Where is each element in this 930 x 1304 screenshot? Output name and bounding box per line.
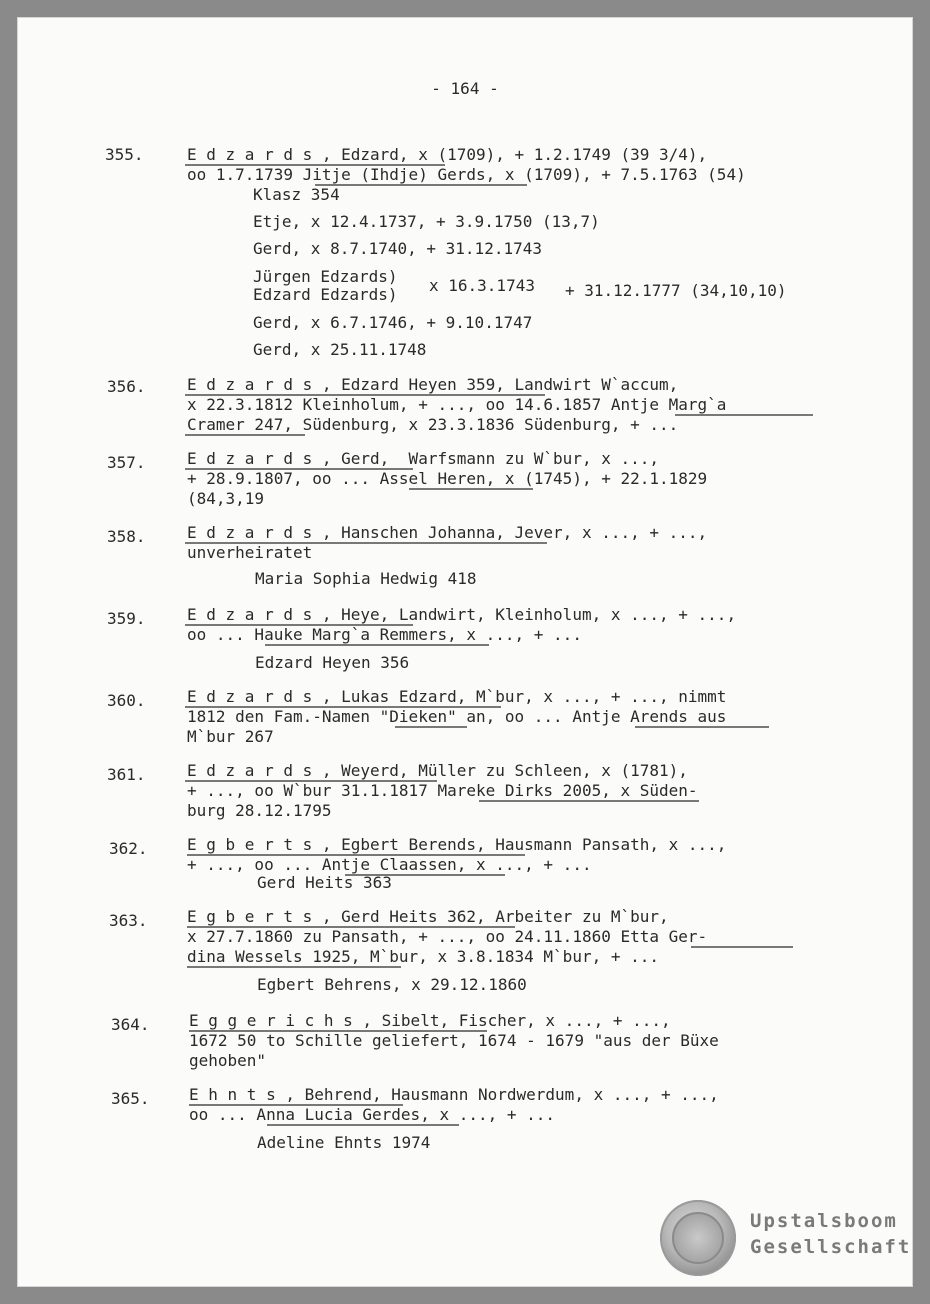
entry-number: 363. [109, 911, 148, 930]
logo-line-2: Gesellschaft [750, 1236, 912, 1258]
seal-icon [660, 1200, 736, 1276]
child-line: Klasz 354 [253, 185, 340, 204]
child-line: Jürgen Edzards) [253, 267, 398, 286]
logo-line-1: Upstalsboom [750, 1210, 898, 1232]
entry-line: unverheiratet [187, 543, 313, 562]
entry-line: E d z a r d s , Edzard, x (1709), + 1.2.1749 (39 3/4), [187, 145, 708, 164]
entry-line: oo ... Anna Lucia Gerdes, x ..., + ... [189, 1105, 556, 1124]
entry-line: x 27.7.1860 zu Pansath, + ..., oo 24.11.1860 Etta Ger- [187, 927, 708, 946]
entry-line: E d z a r d s , Edzard Heyen 359, Landwirt W`accum, [187, 375, 679, 394]
entry-line: oo 1.7.1739 Jitje (Ihdje) Gerds, x (1709), + 7.5.1763 (54) [187, 165, 746, 184]
entry-line: E d z a r d s , Heye, Landwirt, Kleinholum, x ..., + ..., [187, 605, 737, 624]
child-line: Gerd, x 25.11.1748 [253, 340, 427, 359]
child-line: Gerd, x 8.7.1740, + 31.12.1743 [253, 239, 542, 258]
entry-line: oo ... Hauke Marg`a Remmers, x ..., + ... [187, 625, 582, 644]
entry-line: E d z a r d s , Gerd, Warfsmann zu W`bur, x ..., [187, 449, 660, 468]
entry-line: E d z a r d s , Weyerd, Müller zu Schleen, x (1781), [187, 761, 688, 780]
entry-line: Cramer 247, Südenburg, x 23.3.1836 Südenburg, + ... [187, 415, 679, 434]
child-line: + 31.12.1777 (34,10,10) [565, 281, 787, 300]
document-page [17, 17, 913, 1287]
child-line: Maria Sophia Hedwig 418 [255, 569, 477, 588]
entry-line: E g g e r i c h s , Sibelt, Fischer, x ..., + ..., [189, 1011, 671, 1030]
entry-line: E g b e r t s , Egbert Berends, Hausmann Pansath, x ..., [187, 835, 727, 854]
entry-line: E d z a r d s , Hanschen Johanna, Jever, x ..., + ..., [187, 523, 708, 542]
entry-line: burg 28.12.1795 [187, 801, 332, 820]
entry-number: 360. [107, 691, 146, 710]
child-line: Edzard Heyen 356 [255, 653, 410, 672]
child-line: Edzard Edzards) [253, 285, 398, 304]
entry-line: E g b e r t s , Gerd Heits 362, Arbeiter zu M`bur, [187, 907, 669, 926]
entry-line: M`bur 267 [187, 727, 274, 746]
entry-number: 358. [107, 527, 146, 546]
page-number: - 164 - [431, 79, 499, 98]
entry-number: 361. [107, 765, 146, 784]
entry-line: (84,3,19 [187, 489, 265, 508]
entry-line: gehoben" [189, 1051, 267, 1070]
child-line: x 16.3.1743 [429, 276, 535, 295]
entry-line: E d z a r d s , Lukas Edzard, M`bur, x ..., + ..., nimmt [187, 687, 727, 706]
entry-number: 364. [111, 1015, 150, 1034]
entry-line: + ..., oo W`bur 31.1.1817 Mareke Dirks 2005, x Süden- [187, 781, 698, 800]
child-line: Etje, x 12.4.1737, + 3.9.1750 (13,7) [253, 212, 600, 231]
entry-line: + ..., oo ... Antje Claassen, x ..., + ... [187, 855, 592, 874]
child-line: Adeline Ehnts 1974 [257, 1133, 431, 1152]
entry-number: 355. [105, 145, 144, 164]
child-line: Gerd, x 6.7.1746, + 9.10.1747 [253, 313, 533, 332]
entry-number: 356. [107, 377, 146, 396]
entry-number: 362. [109, 839, 148, 858]
entry-number: 357. [107, 453, 146, 472]
entry-line: dina Wessels 1925, M`bur, x 3.8.1834 M`bur, + ... [187, 947, 660, 966]
entry-line: + 28.9.1807, oo ... Assel Heren, x (1745), + 22.1.1829 [187, 469, 708, 488]
entry-line: 1812 den Fam.-Namen "Dieken" an, oo ... Antje Arends aus [187, 707, 727, 726]
child-line: Gerd Heits 363 [257, 873, 392, 892]
society-logo [660, 1200, 910, 1280]
entry-line: 1672 50 to Schille geliefert, 1674 - 1679 "aus der Büxe [189, 1031, 719, 1050]
entry-number: 359. [107, 609, 146, 628]
entry-line: x 22.3.1812 Kleinholum, + ..., oo 14.6.1857 Antje Marg`a [187, 395, 727, 414]
entry-line: E h n t s , Behrend, Hausmann Nordwerdum, x ..., + ..., [189, 1085, 719, 1104]
entry-number: 365. [111, 1089, 150, 1108]
child-line: Egbert Behrens, x 29.12.1860 [257, 975, 527, 994]
